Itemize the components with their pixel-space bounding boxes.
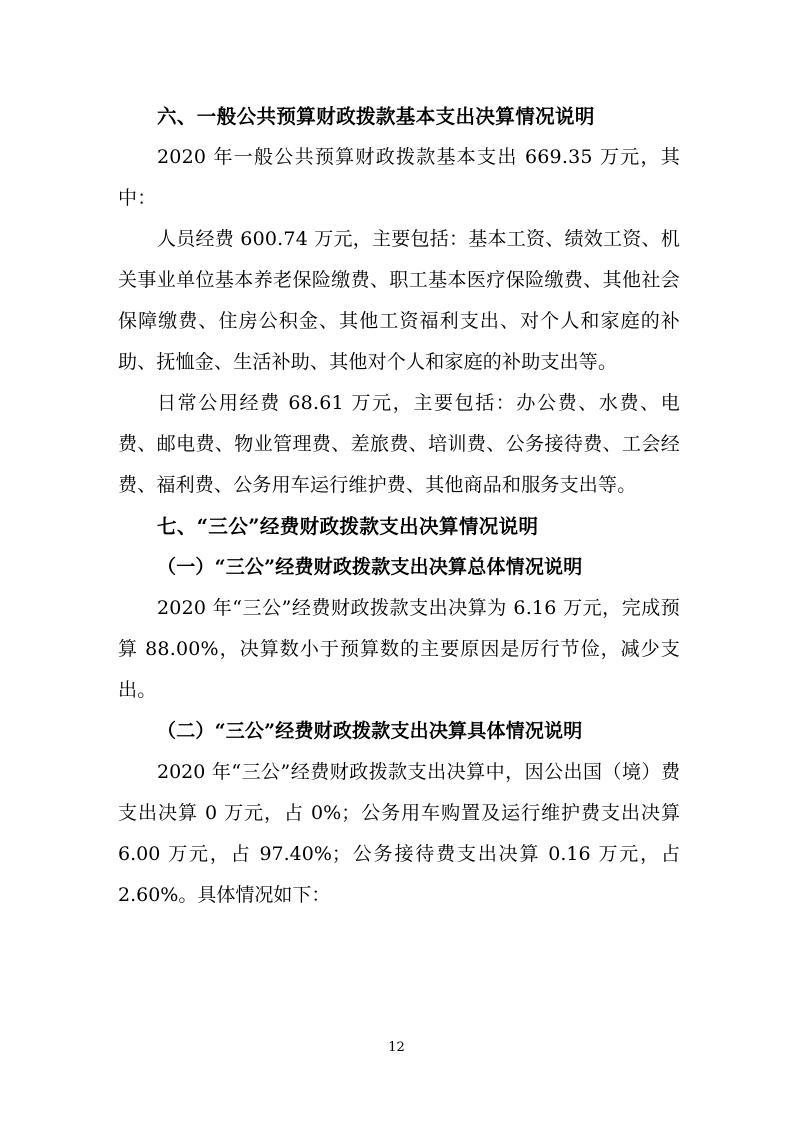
paragraph-personnel-expenses: 人员经费 600.74 万元，主要包括：基本工资、绩效工资、机关事业单位基本养老保险缴费、职工基本医疗保险缴费、其他社会保障缴费、住房公积金、其他工资福利支出、对个人和家庭的补助、抚恤金、生活补助、其他对个人和家庭的补助支出等。	[118, 228, 680, 373]
paragraph-three-public-detail: 2020 年“三公”经费财政拨款支出决算中，因公出国（境）费支出决算 0 万元，占 0%；公务用车购置及运行维护费支出决算 6.00 万元，占 97.40%；公务接待费支出决算 0.16 万元，占 2.60%。具体情况如下：	[118, 761, 680, 906]
paragraph-basic-expenditure-total: 2020 年一般公共预算财政拨款基本支出 669.35 万元，其中：	[118, 146, 680, 209]
paragraph-three-public-overall: 2020 年“三公”经费财政拨款支出决算为 6.16 万元，完成预算 88.00%，决算数小于预算数的主要原因是厉行节俭，减少支出。	[118, 597, 680, 701]
subsection-heading-seven-one: （一）“三公”经费财政拨款支出决算总体情况说明	[157, 556, 583, 578]
subsection-heading-seven-two: （二）“三公”经费财政拨款支出决算具体情况说明	[157, 720, 583, 742]
section-heading-seven: 七、“三公”经费财政拨款支出决算情况说明	[157, 515, 539, 538]
paragraph-daily-public-expenses: 日常公用经费 68.61 万元，主要包括：办公费、水费、电费、邮电费、物业管理费、差旅费、培训费、公务接待费、工会经费、福利费、公务用车运行维护费、其他商品和服务支出等。	[118, 392, 680, 496]
page-content	[118, 96, 680, 916]
page-number: 12	[388, 1040, 405, 1055]
section-heading-six: 六、一般公共预算财政拨款基本支出决算情况说明	[157, 105, 595, 128]
